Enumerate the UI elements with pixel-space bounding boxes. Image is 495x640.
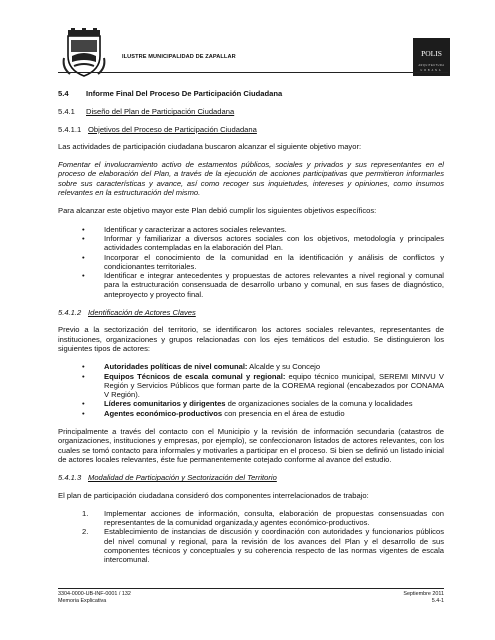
objective-statement: Fomentar el involucramiento activo de estamentos públicos, sociales y privados y sus representantes en el proceso de elaboración del Plan, a través de la ejecución de acciones participativas que permitieron informarles sobre sus características y avance, así como recoger sus inquietudes, intereses y opiniones, como insumos relevantes en la estructuración del mismo.	[58, 160, 444, 198]
bullet-icon: •	[82, 252, 85, 262]
subsection-heading	[58, 107, 444, 116]
list-item	[82, 408, 444, 418]
subsubsection-number: 5.4.1.3	[58, 473, 82, 483]
actors-list	[58, 362, 444, 418]
list-item-text: Informar y familiarizar a diversos actores sociales con los objetivos, metodología y principales actividades contempladas en la elaboración del Plan.	[104, 233, 444, 253]
list-item-text: Establecimiento de instancias de discusión y coordinación con autoridades y funcionarios públicos del nivel comunal y regional, para la revisión de los avances del Plan y el desarrollo de sus componentes técnicos y conceptuales y su coherencia respecto de las normas vigentes de escala intercomunal.	[104, 527, 444, 565]
list-item-text: Identificar e integrar antecedentes y propuestas de actores relevantes a nivel regional y comunal para la estructuración consensuada de desarrollo urbano y comunal, en sus fases de diagnóstico, anteproyecto y proyecto final.	[104, 271, 444, 299]
polis-logo	[413, 38, 450, 76]
list-item-text: Identificar y caracterizar a actores sociales relevantes.	[104, 224, 287, 234]
subsection-number: 5.4.1	[58, 107, 75, 117]
subsubsection-heading-modality	[58, 473, 444, 482]
list-item	[82, 233, 444, 253]
page-header	[58, 28, 448, 78]
list-item	[82, 252, 444, 272]
document-name: Memoria Explicativa	[58, 598, 107, 604]
list-item	[82, 527, 444, 565]
objectives-list	[58, 225, 444, 299]
bullet-icon: •	[82, 233, 85, 243]
logo-main-text: POLIS	[421, 49, 442, 58]
subsubsection-heading-actors	[58, 308, 444, 317]
actor-description: de organizaciones sociales de la comuna y localidades	[225, 399, 413, 409]
actor-description: equipo técnico municipal, SEREMI MINVU V Región y Servicios Públicos que forman parte de la COREMA regional (encabezados por CONAMA V Región).	[104, 371, 444, 400]
document-code: 3304-0000-UB-INF-0001 / 132	[58, 591, 131, 597]
components-list	[58, 509, 444, 565]
actor-type: Agentes económico-productivos	[104, 408, 223, 418]
actor-description: con presencia en el área de estudio	[222, 408, 345, 418]
list-number: 2.	[82, 527, 89, 537]
actor-type: Autoridades políticas de nivel comunal:	[104, 362, 248, 372]
bullet-icon: •	[82, 271, 85, 281]
list-number: 1.	[82, 508, 89, 518]
subsubsection-title: Modalidad de Participación y Sectorización del Territorio	[88, 473, 277, 483]
bullet-icon: •	[82, 224, 85, 234]
list-item-text: Implementar acciones de información, consulta, elaboración de propuestas consensuadas con representantes de la comunidad organizada,y agentes económico-productivos.	[104, 508, 444, 528]
subsubsection-number: 5.4.1.2	[58, 308, 82, 318]
paragraph: Principalmente a través del contacto con el Municipio y la revisión de información secundaria (catastros de organizaciones, instituciones y empresas, por ejemplo), se confeccionaron listados de actores relevantes, con los cuales se tomó contacto para informales y motivarles a participar en el proceso. Si bien se definió un listado inicial de actores locales relevantes, éste fue permanentemente cotejado conforme al avance del estudio.	[58, 427, 444, 464]
page-number: 5.4-1	[431, 598, 444, 604]
actor-type: Equipos Técnicos de escala comunal y regional:	[104, 371, 286, 381]
bullet-icon: •	[82, 371, 85, 381]
list-item	[82, 271, 444, 299]
list-item	[82, 399, 444, 409]
bullet-icon: •	[82, 408, 85, 418]
paragraph: El plan de participación ciudadana consideró dos componentes interrelacionados de trabajo:	[58, 490, 369, 500]
subsection-title: Diseño del Plan de Participación Ciudadana	[86, 107, 235, 117]
subsubsection-title: Objetivos del Proceso de Participación Ciudadana	[88, 124, 257, 134]
footer-divider	[58, 588, 444, 589]
bullet-icon: •	[82, 399, 85, 409]
section-number: 5.4	[58, 89, 69, 98]
paragraph: Las actividades de participación ciudadana buscaron alcanzar el siguiente objetivo mayor:	[58, 141, 362, 151]
subsubsection-heading-objectives	[58, 125, 444, 134]
document-date: Septiembre 2011	[403, 591, 444, 597]
actor-type: Líderes comunitarios y dirigentes	[104, 399, 226, 409]
list-item	[82, 362, 444, 372]
municipality-name: ILUSTRE MUNICIPALIDAD DE ZAPALLAR	[122, 54, 236, 60]
logo-sub-text-2: URBANA	[420, 69, 443, 72]
section-heading	[58, 89, 444, 98]
list-item	[82, 371, 444, 400]
list-item	[82, 224, 444, 234]
subsubsection-number: 5.4.1.1	[58, 124, 82, 134]
bullet-icon: •	[82, 362, 85, 372]
paragraph: Previo a la sectorización del territorio, se identificaron los actores sociales relevantes, representantes de instituciones, organizaciones y grupos relacionadas con los ejes temáticos del estudio. Se distinguieron los siguientes tipos de actores:	[58, 325, 444, 353]
list-item-text: Incorporar el conocimiento de la comunidad en la identificación y análisis de conflictos y condicionantes territoriales.	[104, 252, 444, 271]
subsubsection-title: Identificación de Actores Claves	[88, 308, 196, 318]
actor-description: Alcalde y su Concejo	[247, 362, 321, 372]
document-body	[58, 89, 444, 565]
header-divider	[58, 72, 448, 73]
list-item	[82, 508, 444, 528]
municipal-crest-icon	[62, 28, 106, 78]
paragraph: Para alcanzar este objetivo mayor este Plan debió cumplir los siguientes objetivos específicos:	[58, 206, 377, 216]
section-title: Informe Final Del Proceso De Participación Ciudadana	[86, 89, 283, 98]
logo-sub-text-1: ARQUITECTURA	[418, 64, 445, 67]
